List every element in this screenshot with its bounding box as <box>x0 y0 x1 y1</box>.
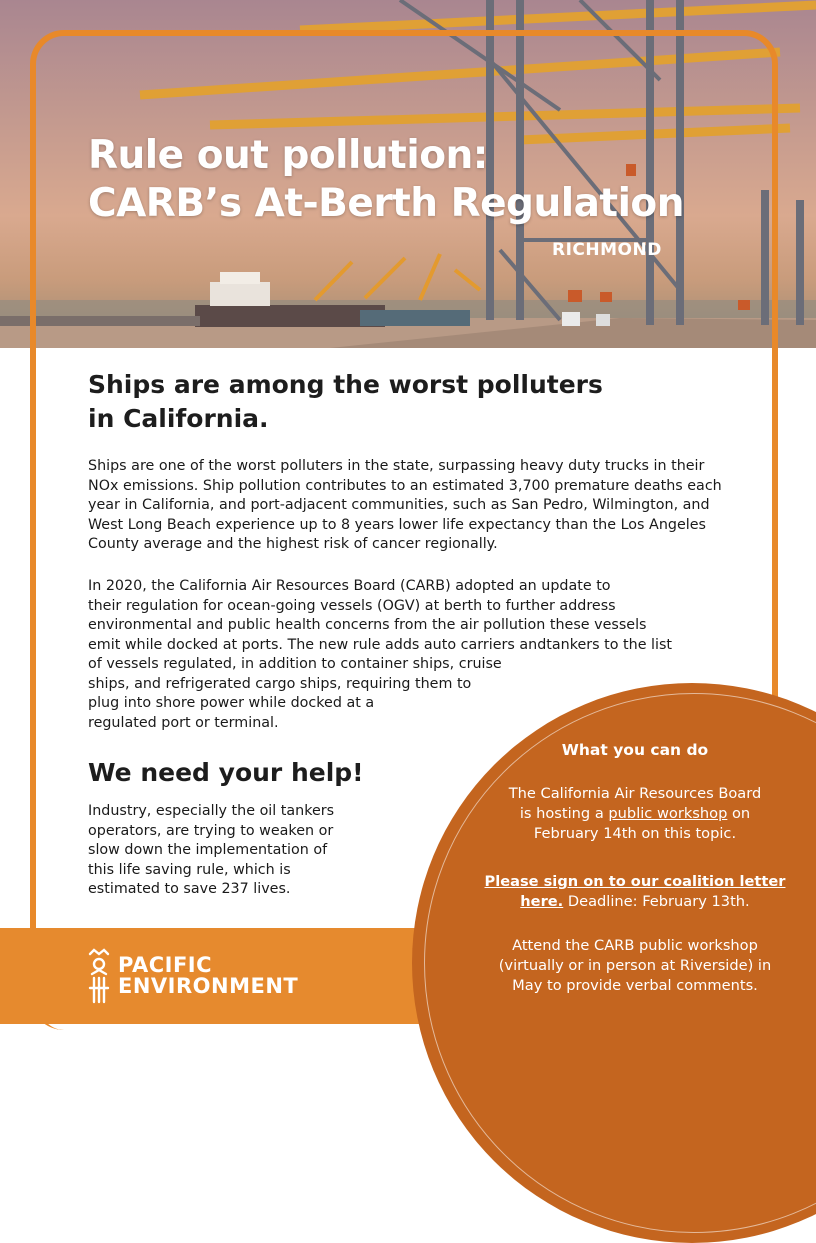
logo-line-2: ENVIRONMENT <box>118 974 299 998</box>
action-line: May to provide verbal comments. <box>512 977 758 994</box>
paragraph-line: operators, are trying to weaken or <box>88 822 334 839</box>
action-item-workshop <box>470 784 800 844</box>
paragraph-line: of vessels regulated, in addition to container ships, cruise <box>88 656 502 672</box>
action-text: on <box>727 805 751 822</box>
paragraph-line: this life saving rule, which is <box>88 861 291 878</box>
action-line: The California Air Resources Board <box>508 785 762 802</box>
location-label: RICHMOND <box>552 240 662 260</box>
pacific-environment-logo[interactable] <box>118 955 298 997</box>
action-item-coalition <box>470 872 800 912</box>
page-title <box>88 132 684 228</box>
paragraph-line: In 2020, the California Air Resources Board (CARB) adopted an update to <box>88 578 611 594</box>
paragraph-pollution-stats: Ships are one of the worst polluters in the state, surpassing heavy duty trucks in their NOx emissions. Ship pollution contributes to an estimated 3,700 premature deaths each year in California, and port-adjacent communities, such as San Pedro, Wilmington, and West Long Beach experience up to 8 years lower life expectancy than the Los Angeles County average and the highest risk of cancer regionally. <box>88 458 722 552</box>
action-line <box>470 892 800 912</box>
paragraph-line: regulated port or terminal. <box>88 714 279 731</box>
paragraph-line: Industry, especially the oil tankers <box>88 803 335 819</box>
section-heading-polluters: Ships are among the worst polluters in California. <box>88 370 603 433</box>
action-line: (virtually or in person at Riverside) in <box>498 957 772 974</box>
paragraph-line: their regulation for ocean-going vessels (OGV) at berth to further address <box>88 597 616 614</box>
coalition-letter-link[interactable]: Please sign on to our coalition letter <box>484 873 786 890</box>
action-text: is hosting a <box>519 805 609 822</box>
paragraph-line: ships, and refrigerated cargo ships, requiring them to <box>88 675 472 692</box>
action-item-attend <box>470 936 800 996</box>
action-line <box>470 804 800 824</box>
paragraph-line: emit while docked at ports. The new rule adds auto carriers andtankers to the list <box>88 636 673 653</box>
title-line-2: CARB’s At-Berth Regulation <box>88 181 684 226</box>
action-line: Attend the CARB public workshop <box>512 937 758 954</box>
title-line-1: Rule out pollution: <box>88 133 488 178</box>
action-line: February 14th on this topic. <box>533 825 737 842</box>
deadline-text: Deadline: February 13th. <box>563 893 750 910</box>
paragraph-line: plug into shore power while docked at a <box>88 695 375 711</box>
section-heading-help: We need your help! <box>88 758 364 787</box>
action-heading: What you can do <box>561 741 709 759</box>
logo-line-1: PACIFIC <box>118 953 213 977</box>
pacific-environment-logo-icon <box>86 948 112 1004</box>
public-workshop-link[interactable]: public workshop <box>608 805 728 822</box>
paragraph-line: environmental and public health concerns from the air pollution these vessels <box>88 617 647 633</box>
coalition-letter-link-here[interactable]: here. <box>520 893 564 910</box>
paragraph-line: slow down the implementation of <box>88 842 328 858</box>
paragraph-line: estimated to save 237 lives. <box>88 881 291 897</box>
paragraph-industry <box>88 802 388 900</box>
